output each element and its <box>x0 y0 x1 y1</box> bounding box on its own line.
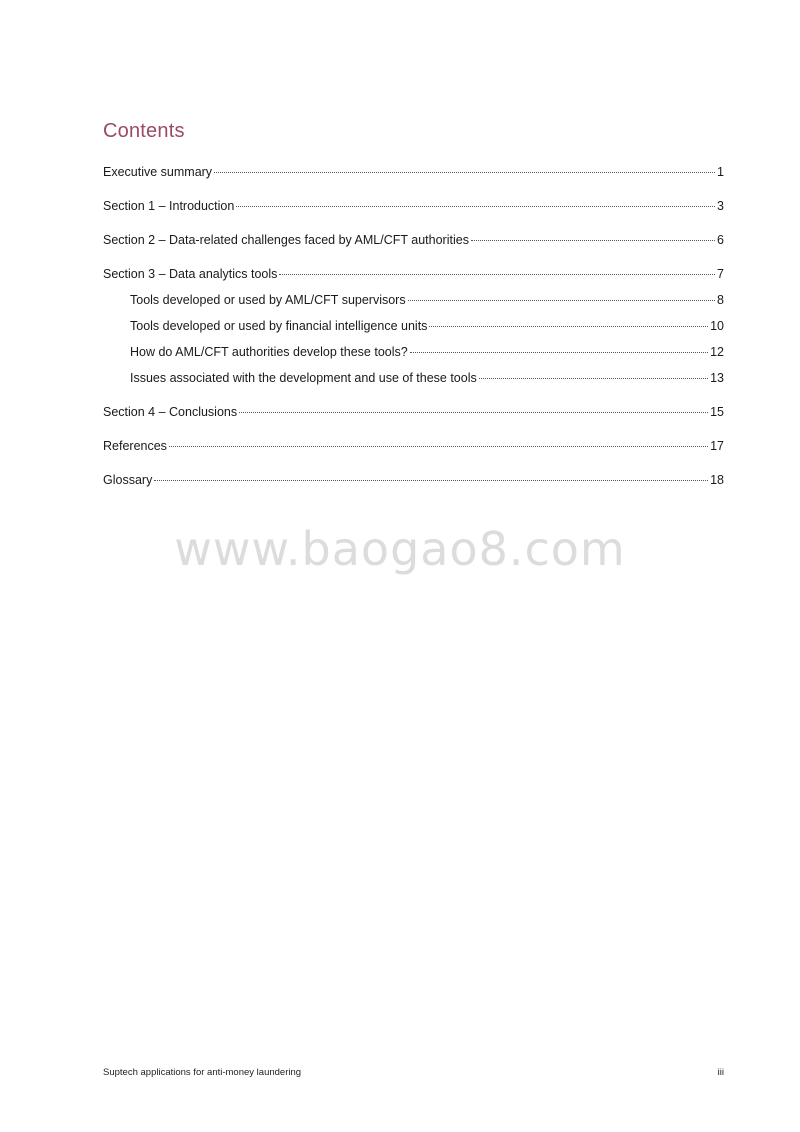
toc-entry-page: 10 <box>710 319 724 333</box>
toc-entry-page: 18 <box>710 473 724 487</box>
toc-dot-leader <box>236 205 715 207</box>
toc-entry-page: 8 <box>717 293 724 307</box>
toc-dot-leader <box>408 299 715 301</box>
toc-entry-section-1[interactable] <box>103 198 724 214</box>
toc-entry-label: How do AML/CFT authorities develop these tools? <box>130 345 408 359</box>
toc-entry-section-3[interactable] <box>103 266 724 282</box>
page-title: Contents <box>103 120 185 142</box>
toc-entry-references[interactable] <box>103 438 724 454</box>
toc-entry-label: References <box>103 439 167 453</box>
toc-entry-page: 6 <box>717 233 724 247</box>
toc-entry-page: 7 <box>717 267 724 281</box>
toc-subentry-develop-tools[interactable] <box>130 344 724 360</box>
toc-entry-label: Section 4 – Conclusions <box>103 405 238 419</box>
toc-entry-label: Tools developed or used by financial intelligence units <box>130 319 428 333</box>
toc-entry-page: 12 <box>710 345 724 359</box>
toc-entry-page: 17 <box>710 439 724 453</box>
toc-entry-page: 13 <box>710 371 724 385</box>
toc-entry-executive-summary[interactable] <box>103 164 724 180</box>
watermark: www.baogao8.com <box>174 522 626 576</box>
toc-subentry-supervisors[interactable] <box>130 292 724 308</box>
toc-entry-label: Executive summary <box>103 165 213 179</box>
toc-entry-label: Section 2 – Data-related challenges faced by AML/CFT authorities <box>103 233 469 247</box>
toc-entry-label: Glossary <box>103 473 153 487</box>
footer-document-title: Suptech applications for anti-money laundering <box>103 1067 302 1078</box>
toc-dot-leader <box>479 377 708 379</box>
toc-dot-leader <box>169 445 708 447</box>
toc-entry-label: Section 1 – Introduction <box>103 199 235 213</box>
toc-subentry-issues[interactable] <box>130 370 724 386</box>
toc-entry-label: Section 3 – Data analytics tools <box>103 267 278 281</box>
toc-dot-leader <box>214 171 715 173</box>
toc-entry-page: 1 <box>717 165 724 179</box>
toc-dot-leader <box>429 325 708 327</box>
footer-page-number: iii <box>717 1067 724 1078</box>
toc-entry-page: 3 <box>717 199 724 213</box>
toc-dot-leader <box>410 351 708 353</box>
toc-dot-leader <box>279 273 715 275</box>
toc-dot-leader <box>471 239 715 241</box>
toc-entry-glossary[interactable] <box>103 472 724 488</box>
toc-entry-section-2[interactable] <box>103 232 724 248</box>
toc-entry-label: Tools developed or used by AML/CFT supervisors <box>130 293 406 307</box>
toc-entry-section-4[interactable] <box>103 404 724 420</box>
toc-subentry-fius[interactable] <box>130 318 724 334</box>
toc-dot-leader <box>239 411 708 413</box>
toc-dot-leader <box>154 479 708 481</box>
toc-entry-page: 15 <box>710 405 724 419</box>
toc-entry-label: Issues associated with the development and use of these tools <box>130 371 477 385</box>
